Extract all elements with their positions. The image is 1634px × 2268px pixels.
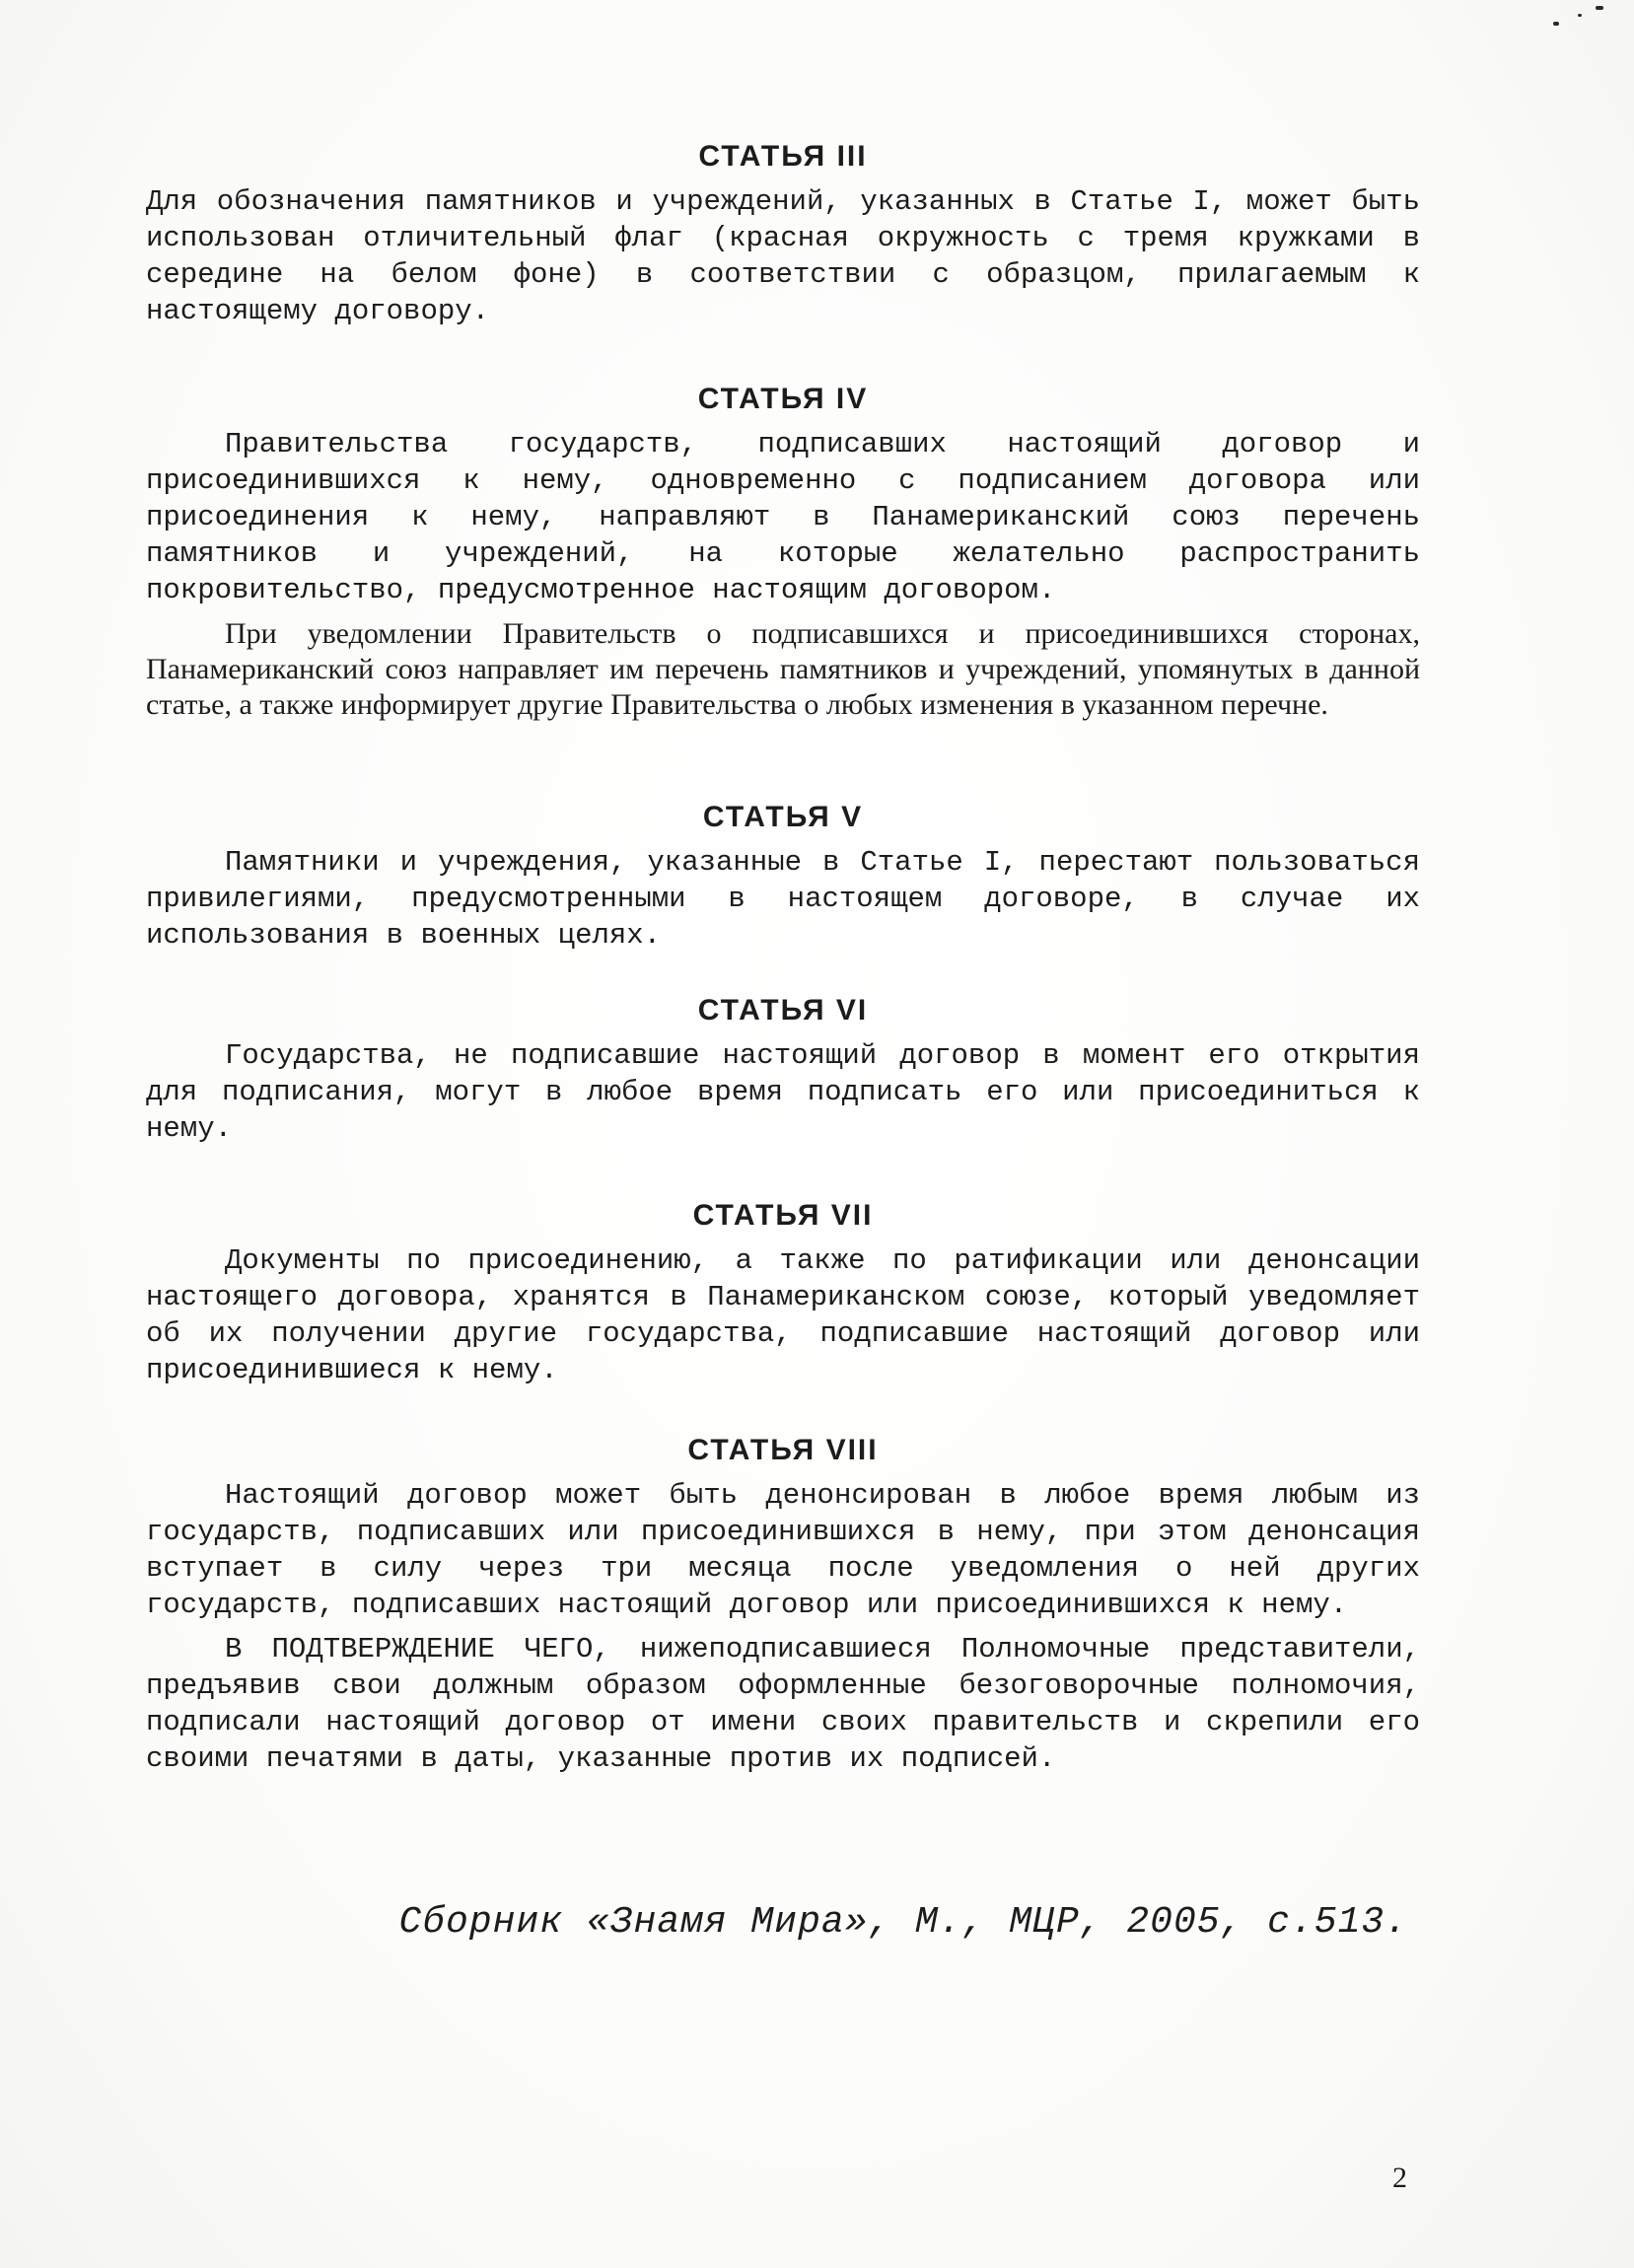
article-4-paragraph-1: Правительства государств, подписавших настоящий договор и присоединившихся к нему, одновременно с подписанием договора или присоединения к нему, направляют в Панамериканский союз перечень памятников и учреждений, на которые желательно распространить покровительство, предусмотренное настоящим договором. [146,428,1420,606]
article-4-paragraph-2: При уведомлении Правительств о подписавшихся и присоединившихся сторонах, Панамериканский союз направляет им перечень памятников и учреждений, упомянутых в данной статье, а также информирует другие Правительства о любых изменения в указанном перечне. [146,617,1420,721]
article-6 [146,994,1420,1147]
article-8-paragraph-2: В ПОДТВЕРЖДЕНИЕ ЧЕГО, нижеподписавшиеся Полномочные представители, предъявив свои должным образом оформленные безоговорочные полномочия, подписали настоящий договор от имени своих правительств и скрепили его своими печатями в даты, указанные против их подписей. [146,1633,1420,1775]
article-3 [146,140,1420,329]
article-6-paragraph: Государства, не подписавшие настоящий договор в момент его открытия для подписания, могут в любое время подписать его или присоединиться к нему. [146,1039,1420,1145]
article-7-paragraph: Документы по присоединению, а также по ратификации или денонсации настоящего договора, хранятся в Панамериканском союзе, который уведомляет об их получении другие государства, подписавшие настоящий договор или присоединившиеся к нему. [146,1244,1420,1386]
article-4 [146,383,1420,723]
article-8 [146,1434,1420,1777]
page-number: 2 [1392,2162,1407,2194]
article-3-paragraph: Для обозначения памятников и учреждений, указанных в Статье I, может быть использован отличительный флаг (красная окружность с тремя кружками в середине на белом фоне) в соответствии с образцом, прилагаемым к настоящему договору. [146,185,1420,327]
article-6-heading: СТАТЬЯ VI [697,994,869,1027]
article-5-heading: СТАТЬЯ V [702,801,864,833]
article-7 [146,1199,1420,1388]
article-8-heading: СТАТЬЯ VIII [687,1434,879,1466]
scan-speck [1596,6,1603,10]
article-7-heading: СТАТЬЯ VII [692,1199,874,1232]
source-citation: Сборник «Знамя Мира», М., МЦР, 2005, с.513. [398,1901,1408,1944]
article-3-heading: СТАТЬЯ III [698,140,868,173]
scan-speck [1578,14,1582,17]
article-4-heading: СТАТЬЯ IV [697,383,869,415]
article-5 [146,801,1420,954]
article-5-paragraph: Памятники и учреждения, указанные в Статье I, перестают пользоваться привилегиями, предусмотренными в настоящем договоре, в случае их использования в военных целях. [146,846,1420,952]
scan-speck [1553,22,1559,26]
article-8-paragraph-1: Настоящий договор может быть денонсирован в любое время любым из государств, подписавших или присоединившихся в нему, при этом денонсация вступает в силу через три месяца после уведомления о ней других государств, подписавших настоящий договор или присоединившихся к нему. [146,1479,1420,1621]
